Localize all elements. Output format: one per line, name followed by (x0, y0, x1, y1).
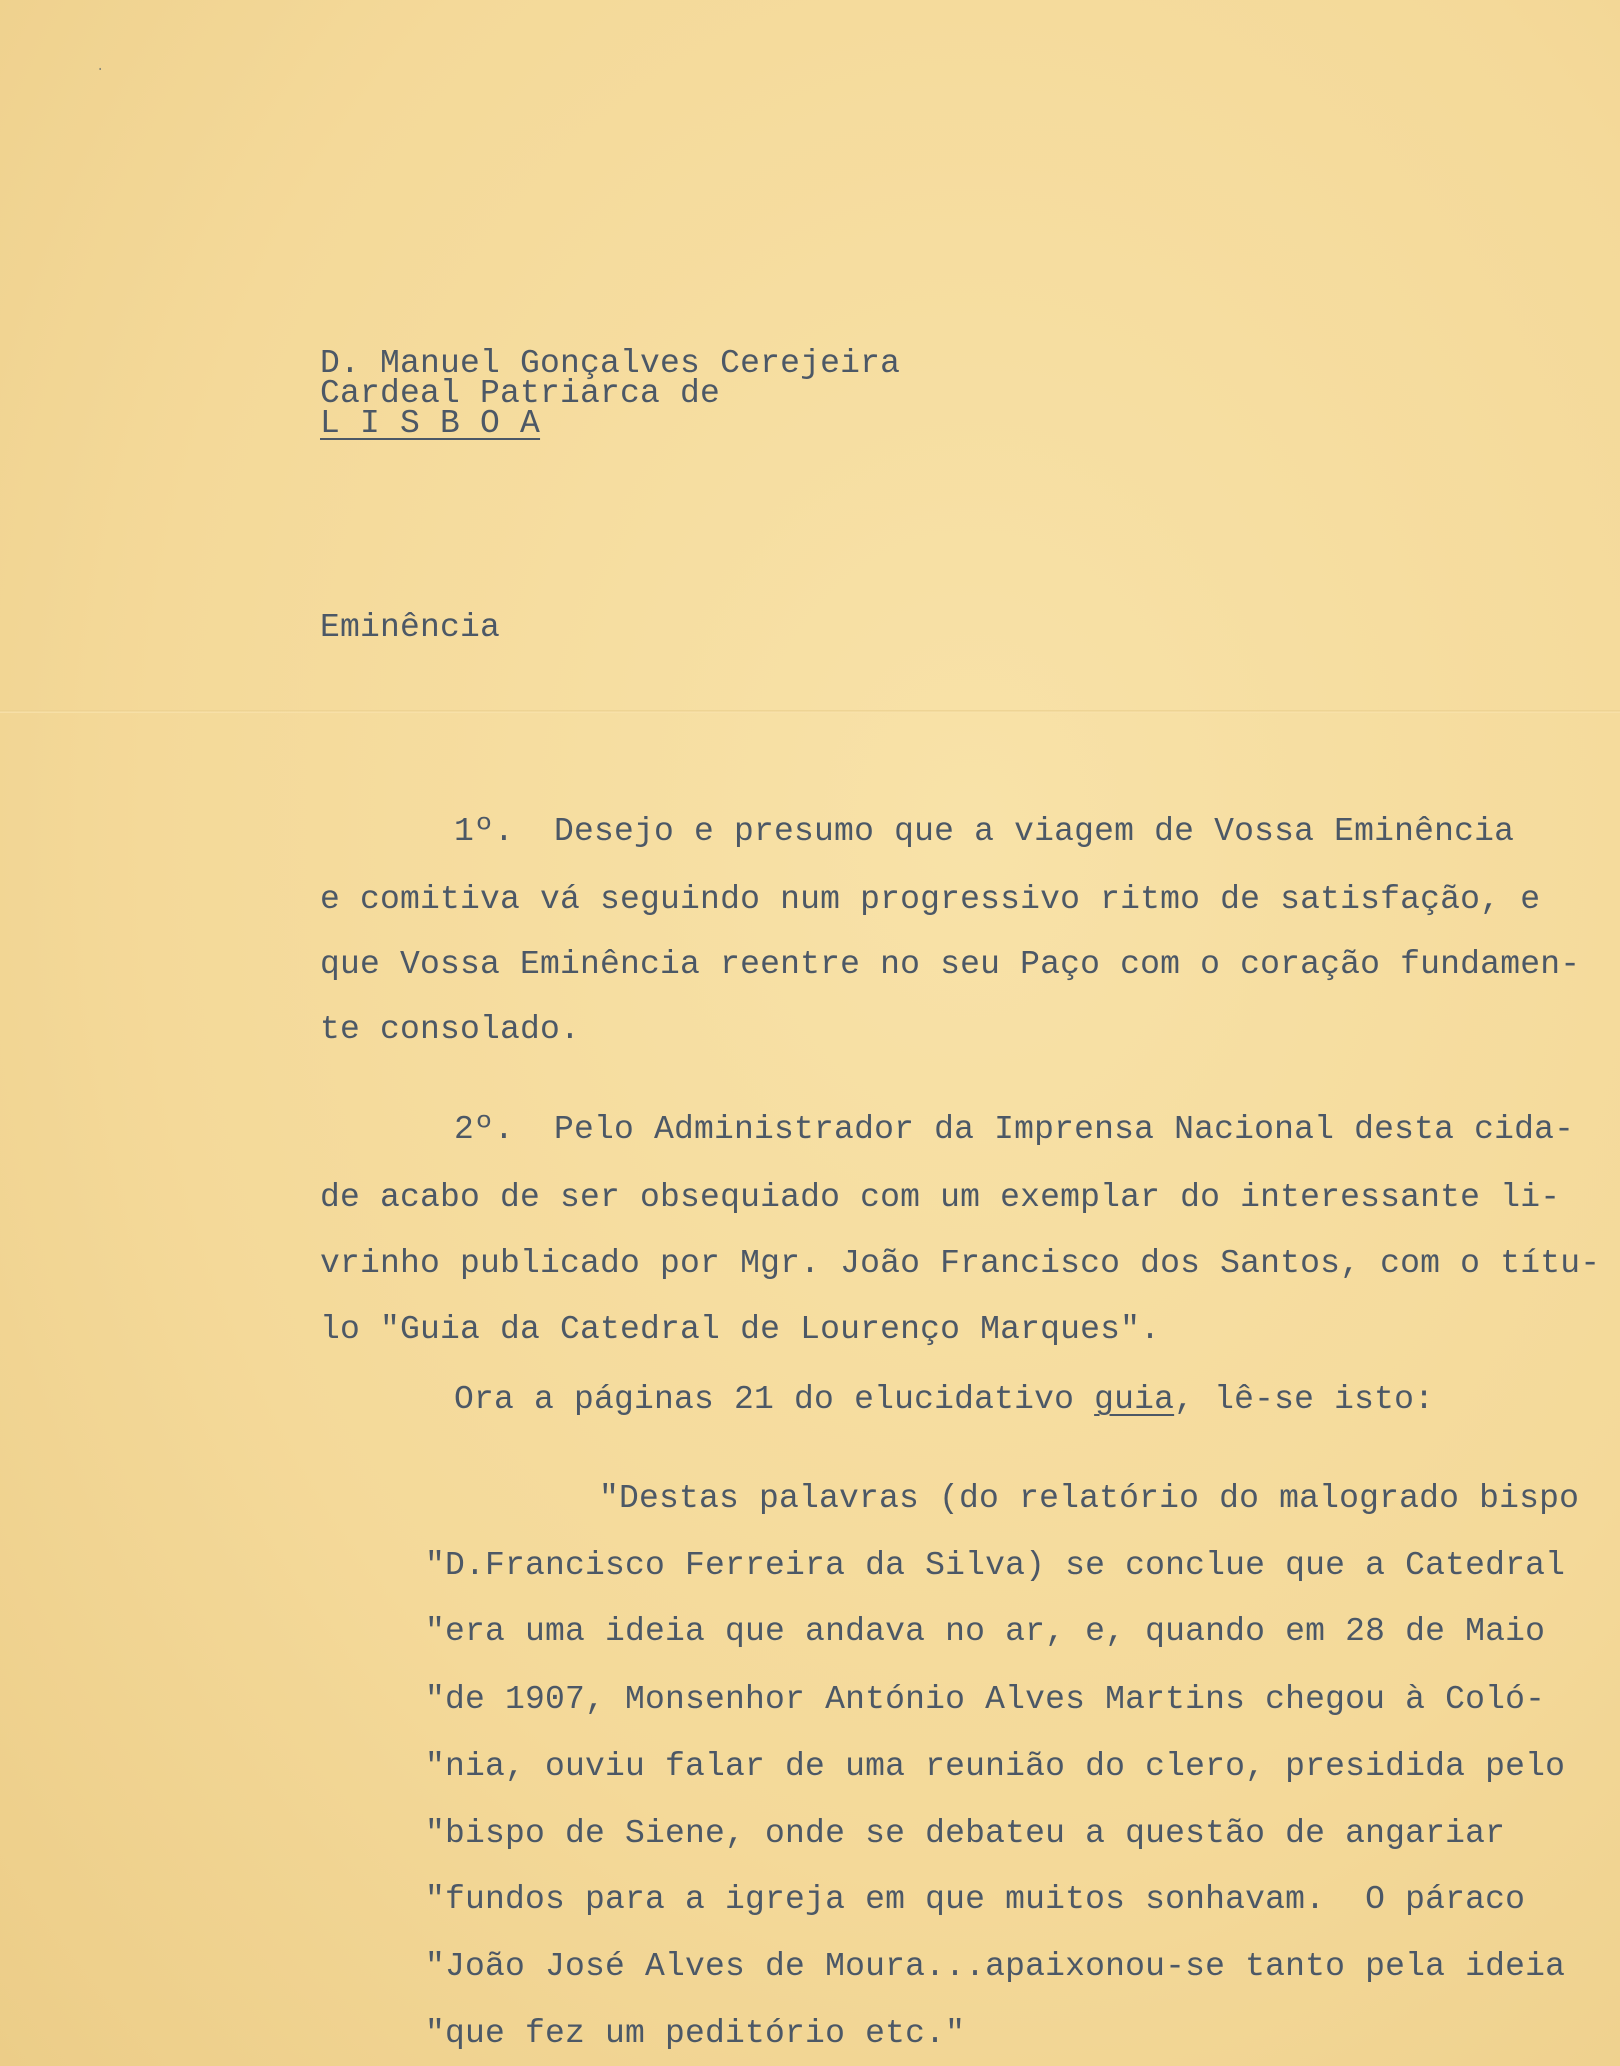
text: Ora a páginas 21 do elucidativo (454, 1381, 1095, 1418)
quote-line: "D.Francisco Ferreira da Silva) se conclue que a Catedral (425, 1547, 1566, 1584)
quote-line: "que fez um peditório etc." (425, 2015, 966, 2052)
salutation: Eminência (320, 609, 501, 646)
text: , lê-se isto: (1174, 1381, 1435, 1418)
recipient-name: D. Manuel Gonçalves Cerejeira (320, 345, 901, 382)
text-line: de acabo de ser obsequiado com um exemplar do interessante li- (320, 1179, 1561, 1216)
text-line: 1º. Desejo e presumo que a viagem de Vossa Eminência (454, 813, 1515, 850)
quote-line: "de 1907, Monsenhor António Alves Martins chegou à Coló- (425, 1681, 1546, 1718)
margin-mark: · (96, 62, 105, 78)
recipient-city: L I S B O A (320, 405, 541, 442)
quote-line: "bispo de Siene, onde se debateu a questão de angariar (425, 1815, 1506, 1852)
text-line: 2º. Pelo Administrador da Imprensa Nacional desta cida- (454, 1111, 1575, 1148)
recipient-title: Cardeal Patriarca de (320, 375, 721, 412)
underlined-word: guia (1094, 1381, 1175, 1418)
quote-line: "fundos para a igreja em que muitos sonhavam. O páraco (425, 1881, 1526, 1918)
text-line: e comitiva vá seguindo num progressivo ritmo de satisfação, e (320, 881, 1541, 918)
paragraph-3 (454, 1380, 1434, 1420)
quote-line: "João José Alves de Moura...apaixonou-se tanto pela ideia (425, 1948, 1566, 1985)
text-line: te consolado. (320, 1011, 581, 1048)
paper-fold-crease (0, 710, 1620, 713)
text-line: vrinho publicado por Mgr. João Francisco dos Santos, com o títu- (320, 1245, 1601, 1282)
text-line: lo "Guia da Catedral de Lourenço Marques". (320, 1311, 1161, 1348)
quote-line: "nia, ouviu falar de uma reunião do clero, presidida pelo (425, 1748, 1566, 1785)
text-line: que Vossa Eminência reentre no seu Paço com o coração fundamen- (320, 946, 1581, 983)
quote-line: "era uma ideia que andava no ar, e, quando em 28 de Maio (425, 1613, 1546, 1650)
quote-line: "Destas palavras (do relatório do malogrado bispo (599, 1480, 1580, 1517)
